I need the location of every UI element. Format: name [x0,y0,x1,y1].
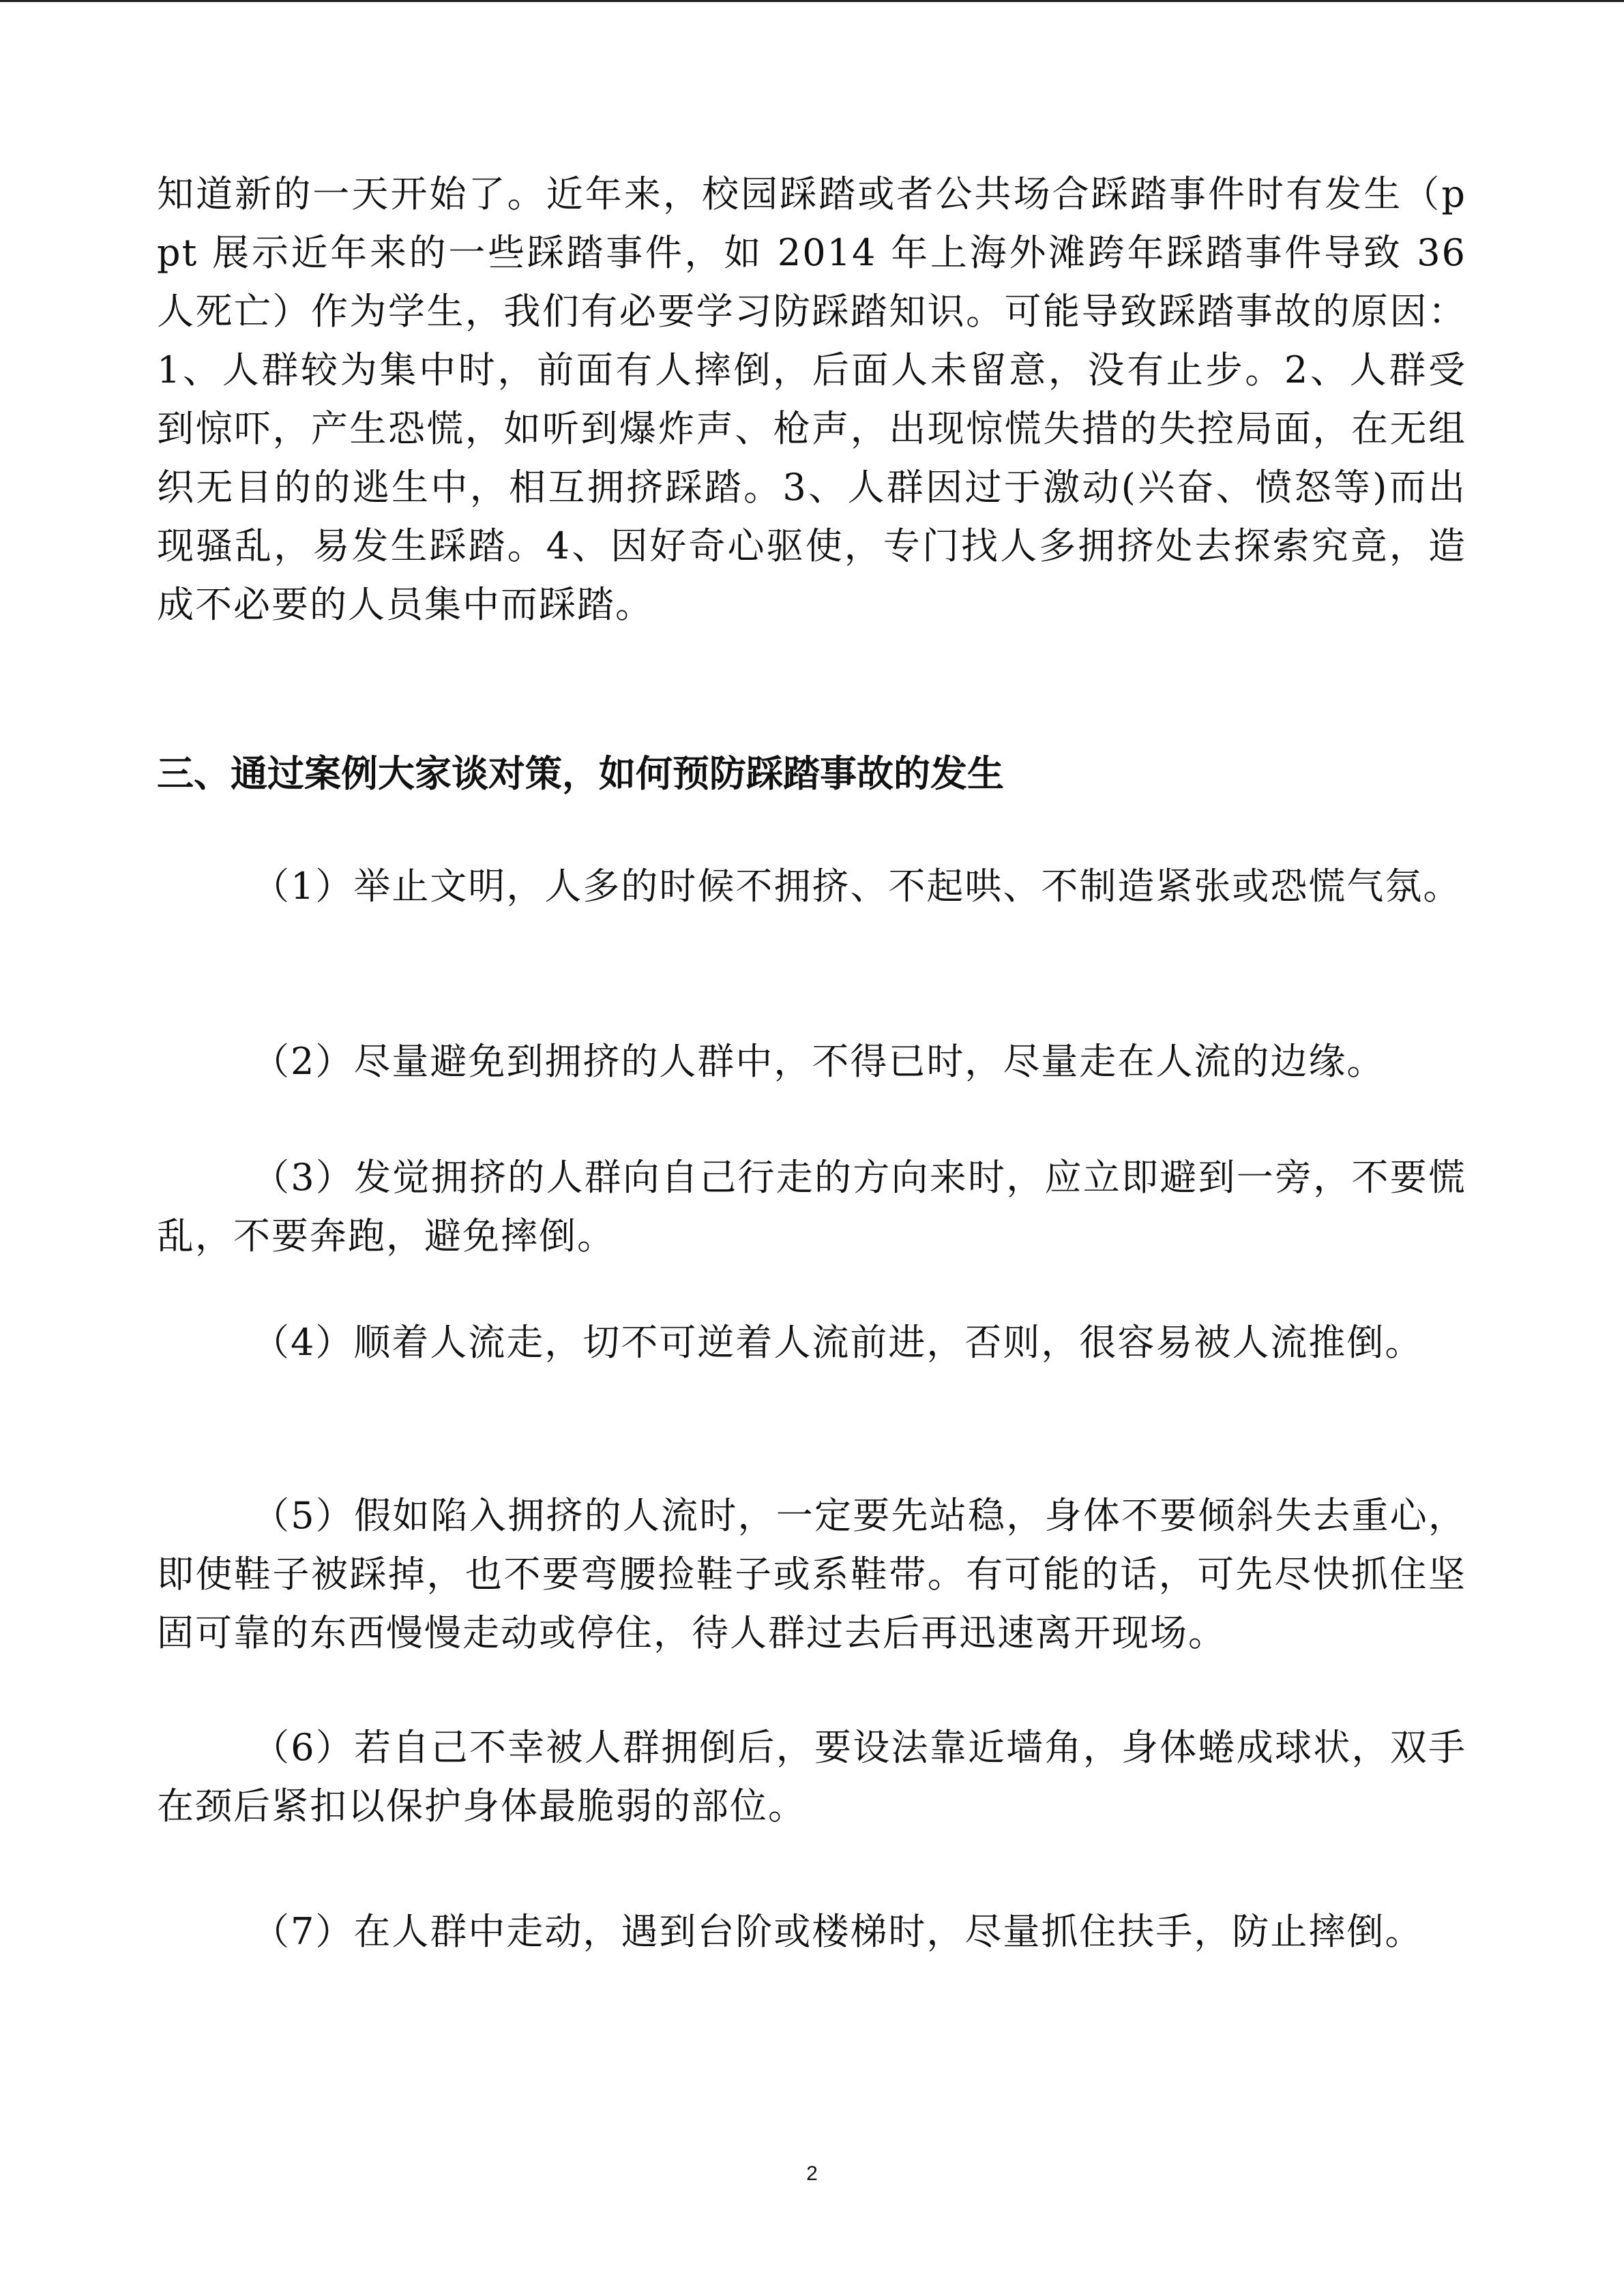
list-item: （6）若自己不幸被人群拥倒后，要设法靠近墙角，身体蜷成球状，双手在颈后紧扣以保护身体最脆弱的部位。 [157,1726,1466,1828]
list-item: （7）在人群中走动，遇到台阶或楼梯时，尽量抓住扶手，防止摔倒。 [252,1910,1423,1953]
page-number: 2 [806,2162,818,2185]
top-border-line [0,0,1624,2]
list-item: （4）顺着人流走，切不可逆着人流前进，否则，很容易被人流推倒。 [252,1321,1423,1364]
list-item: （3）发觉拥挤的人群向自己行走的方向来时，应立即避到一旁，不要慌乱，不要奔跑，避免摔倒。 [157,1156,1466,1257]
list-item: （1）举止文明，人多的时候不拥挤、不起哄、不制造紧张或恐慌气氛。 [252,865,1462,908]
section-heading: 三、通过案例大家谈对策，如何预防踩踏事故的发生 [157,752,1004,795]
list-item: （5）假如陷入拥挤的人流时，一定要先站稳，身体不要倾斜失去重心，即使鞋子被踩掉，也不要弯腰捡鞋子或系鞋带。有可能的话，可先尽快抓住坚固可靠的东西慢慢走动或停住，待人群过去后再迅速离开现场。 [157,1494,1466,1654]
intro-paragraph: 知道新的一天开始了。近年来，校园踩踏或者公共场合踩踏事件时有发生（ppt 展示近年来的一些踩踏事件，如 2014 年上海外滩跨年踩踏事件导致 36 人死亡）作为学生，我们有必要学习防踩踏知识。可能导致踩踏事故的原因：1、人群较为集中时，前面有人摔倒，后面人未留意，没有止步。2、人群受到惊吓，产生恐慌，如听到爆炸声、枪声，出现惊慌失措的失控局面，在无组织无目的的逃生中，相互拥挤踩踏。3、人群因过于激动(兴奋、愤怒等)而出现骚乱，易发生踩踏。4、因好奇心驱使，专门找人多拥挤处去探索究竟，造成不必要的人员集中而踩踏。 [157,173,1466,626]
list-item: （2）尽量避免到拥挤的人群中，不得已时，尽量走在人流的边缘。 [252,1040,1385,1083]
